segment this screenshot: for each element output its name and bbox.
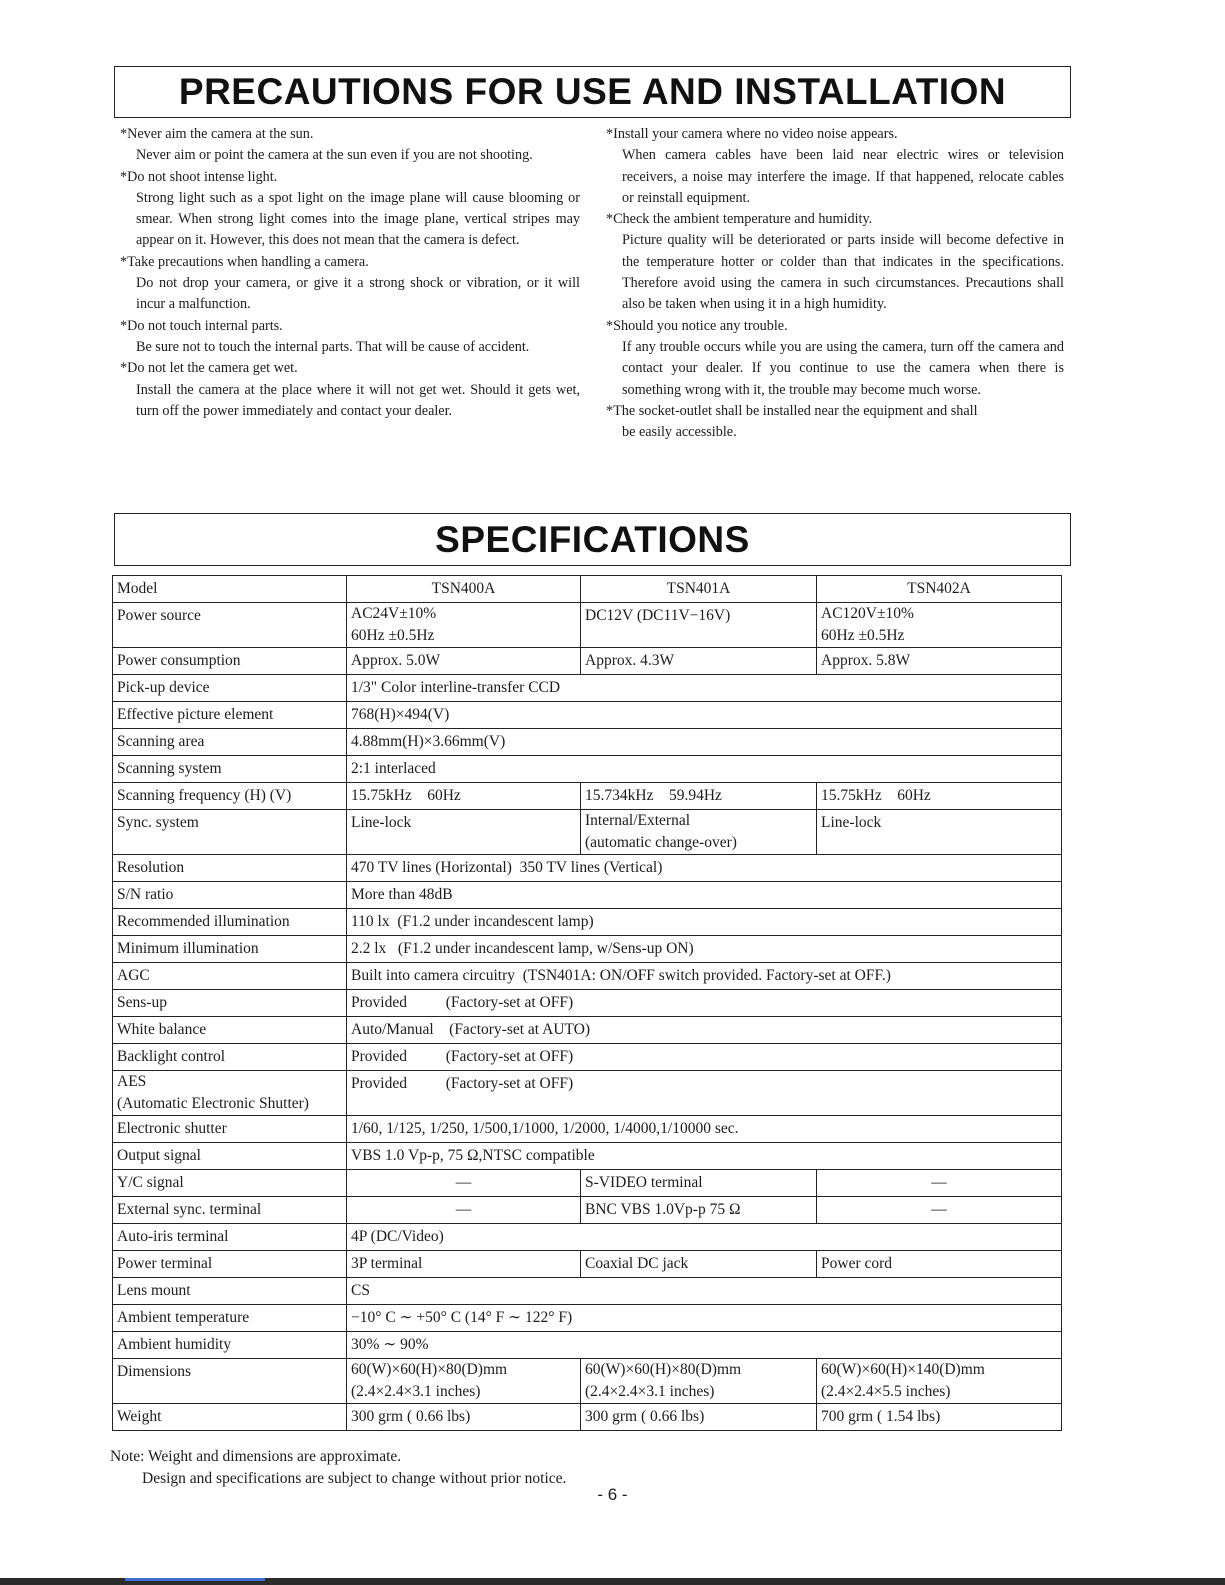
cell-value: Provided (Factory-set at OFF) [347,1044,1062,1071]
model-name: TSN401A [581,576,817,603]
cell-value: 3P terminal [347,1251,581,1278]
table-row [113,810,1062,855]
cell-line: (2.4×2.4×5.5 inches) [821,1383,951,1400]
cell-value: Approx. 5.0W [347,648,581,675]
footnote-line: Design and specifications are subject to change without prior notice. [142,1470,567,1487]
cell-value: 1/3" Color interline-transfer CCD [347,675,1062,702]
precaution-heading: *Install your camera where no video noise appears. [606,126,898,142]
scan-edge-highlight [125,1578,265,1581]
precaution-body: Strong light such as a spot light on the image plane will cause blooming or smear. When strong light comes into the image plane, vertical stripes may appear on it. However, this does not mean that the camera is defect. [136,189,580,249]
table-row [113,756,1062,783]
table-row [113,1278,1062,1305]
specifications-table [112,575,1062,1431]
cell-line: 60(W)×60(H)×140(D)mm [821,1361,985,1378]
cell-value: Coaxial DC jack [581,1251,817,1278]
row-label: Pick-up device [113,675,347,702]
table-row [113,702,1062,729]
table-row [113,1116,1062,1143]
row-label: External sync. terminal [113,1197,347,1224]
row-label [113,1071,347,1116]
precaution-body: Do not drop your camera, or give it a strong shock or vibration, or it will incur a malfunction. [136,275,580,313]
precaution-heading: *Check the ambient temperature and humidity. [606,211,873,228]
cell-value: S-VIDEO terminal [581,1170,817,1197]
cell-value: 300 grm ( 0.66 lbs) [347,1404,581,1431]
table-row [113,576,1062,603]
cell-value: Provided (Factory-set at OFF) [347,1071,1062,1116]
cell-value: Built into camera circuitry (TSN401A: ON/OFF switch provided. Factory-set at OFF.) [347,963,1062,990]
model-name: TSN402A [817,576,1062,603]
row-label: Scanning frequency (H) (V) [113,783,347,810]
row-label: Model [113,576,347,603]
row-label: Recommended illumination [113,909,347,936]
cell-value: Auto/Manual (Factory-set at AUTO) [347,1017,1062,1044]
precaution-body: When camera cables have been laid near electric wires or television receivers, a noise may interfere the image. If that happened, relocate cables or reinstall equipment. [622,147,1064,206]
row-label: Sens-up [113,990,347,1017]
precaution-heading: *The socket-outlet shall be installed near the equipment and shall [606,402,978,419]
cell-value: 300 grm ( 0.66 lbs) [581,1404,817,1431]
row-label: AGC [113,963,347,990]
precaution-heading: *Should you notice any trouble. [606,317,788,334]
table-row [113,1197,1062,1224]
table-row [113,909,1062,936]
table-row [113,1017,1062,1044]
row-label: Effective picture element [113,702,347,729]
row-label: S/N ratio [113,882,347,909]
cell-value: DC12V (DC11V−16V) [581,603,817,648]
cell-value: Line-lock [347,810,581,855]
cell-value [817,603,1062,648]
precautions-title: PRECAUTIONS FOR USE AND INSTALLATION [178,71,1007,112]
row-label: Auto-iris terminal [113,1224,347,1251]
cell-value: Line-lock [817,810,1062,855]
precaution-body: be easily accessible. [622,424,737,441]
precaution-heading: *Take precautions when handling a camera. [120,253,369,270]
precaution-body: Install the camera at the place where it will not get wet. Should it gets wet, turn off the power immediately and contact your dealer. [136,381,580,419]
cell-value: More than 48dB [347,882,1062,909]
cell-line: 60(W)×60(H)×80(D)mm [585,1361,742,1378]
table-row [113,1224,1062,1251]
cell-value [817,1359,1062,1404]
cell-line: Internal/External [585,812,691,829]
scan-edge-bar [0,1578,1225,1585]
cell-value: — [347,1170,581,1197]
table-row [113,675,1062,702]
row-label: Lens mount [113,1278,347,1305]
cell-line: 60Hz ±0.5Hz [351,627,435,644]
row-label: Scanning area [113,729,347,756]
row-label: White balance [113,1017,347,1044]
row-label: Y/C signal [113,1170,347,1197]
cell-value: — [817,1170,1062,1197]
cell-value: 110 lx (F1.2 under incandescent lamp) [347,909,1062,936]
cell-value: Approx. 5.8W [817,648,1062,675]
table-row [113,882,1062,909]
cell-value: 30% ∼ 90% [347,1332,1062,1359]
table-row [113,1251,1062,1278]
cell-value: 2.2 lx (F1.2 under incandescent lamp, w/Sens-up ON) [347,936,1062,963]
precautions-right-column [606,124,1064,443]
table-row [113,1305,1062,1332]
row-label: Ambient humidity [113,1332,347,1359]
cell-line: AC24V±10% [351,605,437,622]
row-label: Sync. system [113,810,347,855]
table-row [113,783,1062,810]
table-row [113,1332,1062,1359]
cell-value: VBS 1.0 Vp-p, 75 Ω,NTSC compatible [347,1143,1062,1170]
table-row [113,990,1062,1017]
cell-value [581,1359,817,1404]
cell-line: AC120V±10% [821,605,914,622]
row-label: Weight [113,1404,347,1431]
cell-value: 4P (DC/Video) [347,1224,1062,1251]
row-label: Backlight control [113,1044,347,1071]
cell-value [347,1359,581,1404]
cell-value: 2:1 interlaced [347,756,1062,783]
precautions-left-column [120,124,580,422]
cell-line: 60Hz ±0.5Hz [821,627,905,644]
cell-value: 15.75kHz 60Hz [347,783,581,810]
cell-value: — [347,1197,581,1224]
precaution-heading: *Do not touch internal parts. [120,317,283,334]
table-row [113,1044,1062,1071]
row-label: Resolution [113,855,347,882]
precaution-heading: *Do not shoot intense light. [120,168,278,185]
table-row [113,936,1062,963]
cell-value: — [817,1197,1062,1224]
cell-line: (Automatic Electronic Shutter) [117,1095,309,1112]
row-label: Power consumption [113,648,347,675]
table-row [113,603,1062,648]
specifications-title-box [114,513,1071,566]
cell-value: BNC VBS 1.0Vp-p 75 Ω [581,1197,817,1224]
table-row [113,1404,1062,1431]
table-row [113,648,1062,675]
cell-value: 768(H)×494(V) [347,702,1062,729]
cell-line: AES [117,1073,147,1090]
footnote-line: Note: Weight and dimensions are approximate. [110,1448,402,1465]
row-label: Ambient temperature [113,1305,347,1332]
row-label: Electronic shutter [113,1116,347,1143]
precaution-heading: *Do not let the camera get wet. [120,360,298,377]
row-label: Minimum illumination [113,936,347,963]
table-row [113,1170,1062,1197]
page-number: - 6 - [597,1485,628,1504]
cell-value: 15.734kHz 59.94Hz [581,783,817,810]
table-row [113,1359,1062,1404]
row-label: Power terminal [113,1251,347,1278]
cell-value: −10° C ∼ +50° C (14° F ∼ 122° F) [347,1305,1062,1332]
cell-value [581,810,817,855]
row-label: Output signal [113,1143,347,1170]
cell-value: 700 grm ( 1.54 lbs) [817,1404,1062,1431]
table-row [113,729,1062,756]
row-label: Power source [113,603,347,648]
cell-value: Provided (Factory-set at OFF) [347,990,1062,1017]
table-row [113,963,1062,990]
precaution-body: If any trouble occurs while you are using the camera, turn off the camera and contact your dealer. If you continue to use the camera when there is something wrong with it, the trouble may become much worse. [622,338,1064,398]
row-label: Dimensions [113,1359,347,1404]
specifications-title: SPECIFICATIONS [435,519,750,560]
table-row [113,1143,1062,1170]
cell-value: 470 TV lines (Horizontal) 350 TV lines (Vertical) [347,855,1062,882]
cell-line: 60(W)×60(H)×80(D)mm [351,1361,508,1378]
cell-value: 15.75kHz 60Hz [817,783,1062,810]
cell-line: (2.4×2.4×3.1 inches) [351,1383,481,1400]
precaution-body: Picture quality will be deteriorated or parts inside will become defective in the temperature hotter or colder than that indicates in the specifications. Therefore avoid using the camera in such circumstances. Precautions shall also be taken when using it in a high humidity. [622,232,1064,313]
table-row [113,1071,1062,1116]
precaution-body: Be sure not to touch the internal parts. That will be cause of accident. [136,338,530,355]
model-name: TSN400A [347,576,581,603]
cell-value: 1/60, 1/125, 1/250, 1/500,1/1000, 1/2000, 1/4000,1/10000 sec. [347,1116,1062,1143]
row-label: Scanning system [113,756,347,783]
precaution-heading: *Never aim the camera at the sun. [120,126,314,142]
cell-line: (2.4×2.4×3.1 inches) [585,1383,715,1400]
table-row [113,855,1062,882]
cell-value: CS [347,1278,1062,1305]
precautions-title-box [114,66,1071,118]
cell-line: (automatic change-over) [585,834,737,851]
cell-value: Approx. 4.3W [581,648,817,675]
cell-value: 4.88mm(H)×3.66mm(V) [347,729,1062,756]
precaution-body: Never aim or point the camera at the sun even if you are not shooting. [136,147,533,164]
cell-value [347,603,581,648]
cell-value: Power cord [817,1251,1062,1278]
footnote [110,1446,566,1490]
